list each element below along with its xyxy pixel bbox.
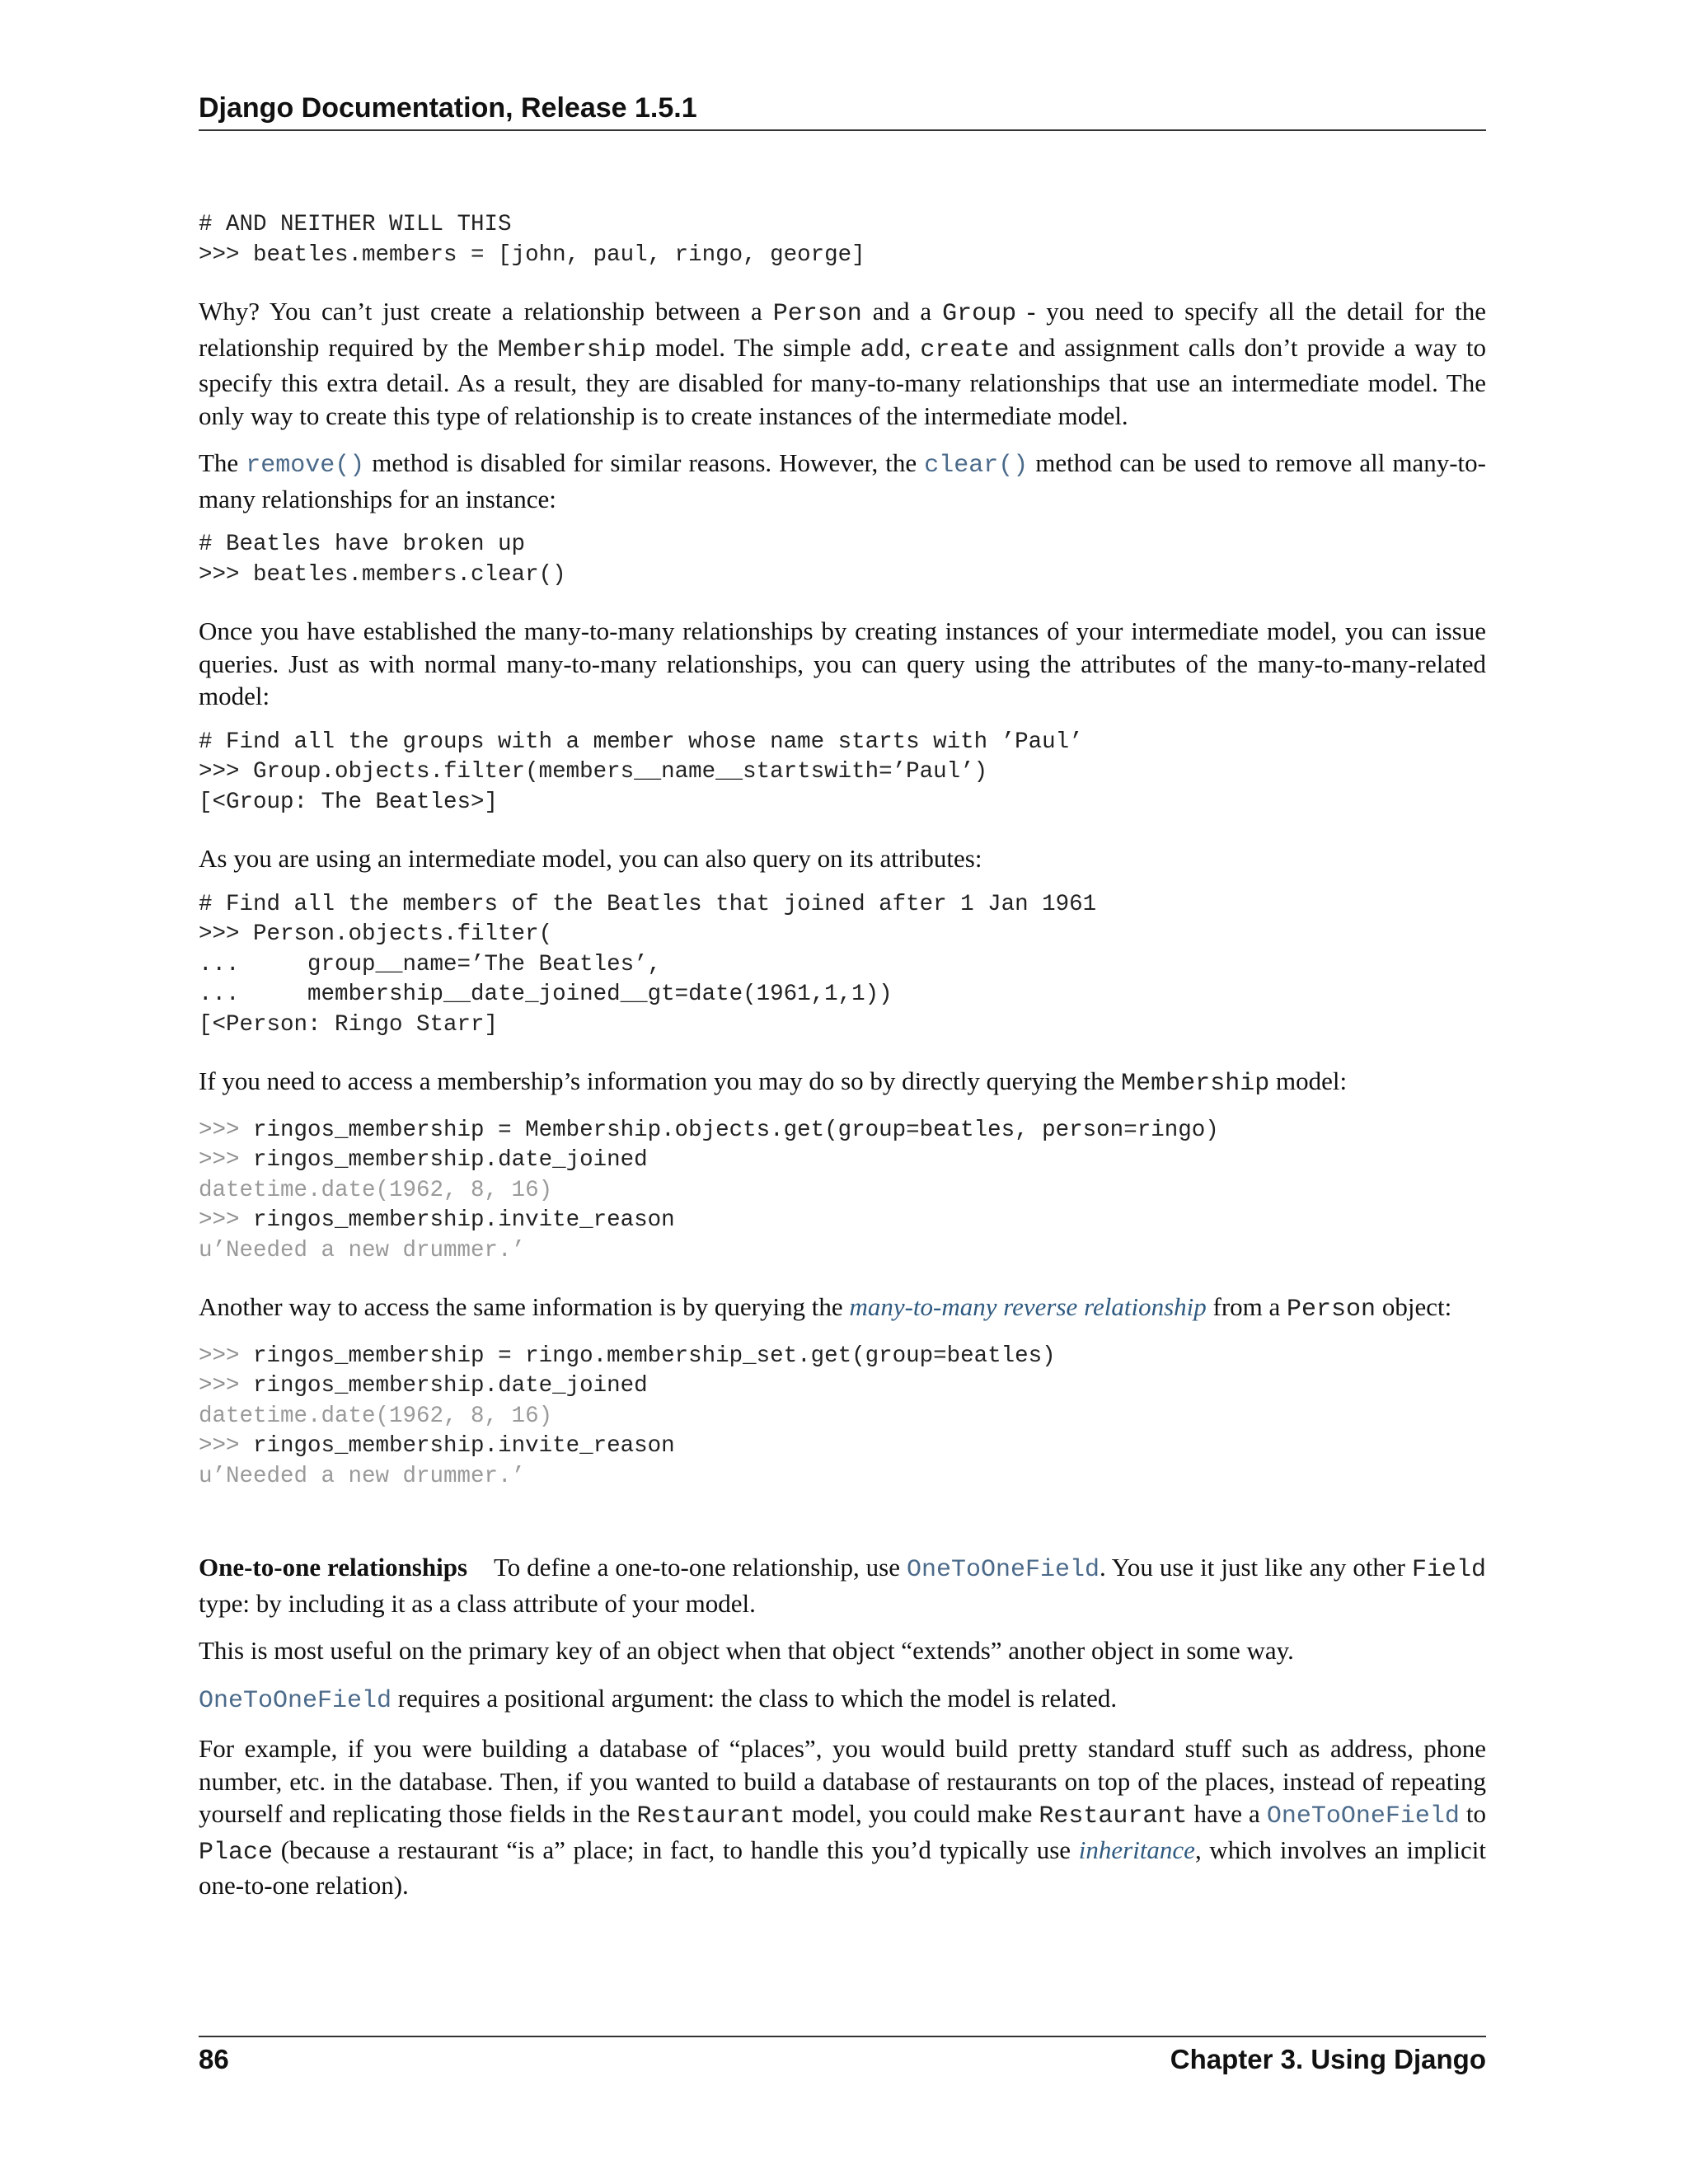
code-block-group-filter: # Find all the groups with a member whose name starts with ’Paul’ >>> Group.objects.filter(members__name__startswith=’Paul’) [<Group: The Beatles>] <box>199 729 1083 815</box>
paragraph-primary-key: This is most useful on the primary key of an object when that object “extends” another object in some way. <box>199 1636 1294 1665</box>
code-block-membership-set: >>> ringos_membership = ringo.membership_set.get(group=beatles) >>> ringos_membership.date_joined datetime.date(1962, 8, 16) >>> ringos_membership.invite_reason u’Needed a new drummer.’ <box>199 1343 1056 1489</box>
page-footer <box>199 2044 1486 2075</box>
page-header-title: Django Documentation, Release 1.5.1 <box>199 92 697 124</box>
footer-rule <box>199 2036 1486 2037</box>
page-number: 86 <box>199 2044 229 2074</box>
clear-method-link[interactable]: clear() <box>924 452 1029 480</box>
paragraph-positional-argument: OneToOneField requires a positional argument: the class to which the model is related. <box>199 1683 1118 1715</box>
paragraph-remove-clear: The remove() method is disabled for similar reasons. However, the clear() method can be used to remove all many-to-many relationships for an instance: <box>199 448 1486 513</box>
code-block-assignment <box>199 210 1486 270</box>
onetoonefield-link[interactable]: OneToOneField <box>199 1686 392 1715</box>
code-block-membership-get: >>> ringos_membership = Membership.objects.get(group=beatles, person=ringo) >>> ringos_membership.date_joined datetime.date(1962, 8, 16) >>> ringos_membership.invite_reason u’Needed a new drummer.’ <box>199 1117 1219 1263</box>
paragraph-membership-access: If you need to access a membership’s information you may do so by directly querying the Membership model: <box>199 1066 1348 1098</box>
remove-method-link[interactable]: remove() <box>246 452 365 480</box>
paragraph-intermediate-query: As you are using an intermediate model, you can also query on its attributes: <box>199 844 982 873</box>
paragraph-one-to-one: One-to-one relationships To define a one-to-one relationship, use OneToOneField. You use it just like any other Field type: by including it as a class attribute of your model. <box>199 1553 1486 1618</box>
paragraph-why: Why? You can’t just create a relationship between a Person and a Group - you need to specify all the detail for the relationship required by the Membership model. The simple add, create and assignment calls don’t provide a way to specify this extra detail. As a result, they are disabled for many-to-many relationships that use an intermediate model. The only way to create this type of relationship is to create instances of the intermediate model. <box>199 297 1486 430</box>
code-block-clear: # Beatles have broken up >>> beatles.members.clear() <box>199 532 566 588</box>
code-line: # AND NEITHER WILL THIS <box>199 212 512 237</box>
onetoonefield-link[interactable]: OneToOneField <box>1266 1802 1460 1830</box>
onetoonefield-link[interactable]: OneToOneField <box>906 1556 1100 1584</box>
chapter-title: Chapter 3. Using Django <box>1170 2044 1486 2074</box>
paragraph-reverse-relationship: Another way to access the same information is by querying the many-to-many reverse relationship from a Person object: <box>199 1292 1452 1324</box>
inheritance-link[interactable]: inheritance <box>1078 1835 1195 1864</box>
paragraph-queries: Once you have established the many-to-many relationships by creating instances of your intermediate model, you can issue queries. Just as with normal many-to-many relationships, you can query using the attributes of the many-to-many-related model: <box>199 616 1486 710</box>
section-heading-one-to-one: One-to-one relationships <box>199 1553 468 1582</box>
reverse-relationship-link[interactable]: many-to-many reverse relationship <box>849 1292 1207 1321</box>
code-block-person-filter: # Find all the members of the Beatles that joined after 1 Jan 1961 >>> Person.objects.filter( ... group__name=’The Beatles’, ... membership__date_joined__gt=date(1961,1,1)) [<Person: Ringo Starr] <box>199 891 1097 1038</box>
paragraph-places-example: For example, if you were building a database of “places”, you would build pretty standard stuff such as address, phone number, etc. in the database. Then, if you wanted to build a database of restaurants on top of the places, instead of repeating yourself and replicating those fields in the Restaurant model, you could make Restaurant have a OneToOneField to Place (because a restaurant “is a” place; in fact, to handle this you’d typically use inheritance, which involves an implicit one-to-one relation). <box>199 1734 1487 1900</box>
code-line: >>> beatles.members = [john, paul, ringo, george] <box>199 241 865 268</box>
header-rule <box>199 129 1486 131</box>
